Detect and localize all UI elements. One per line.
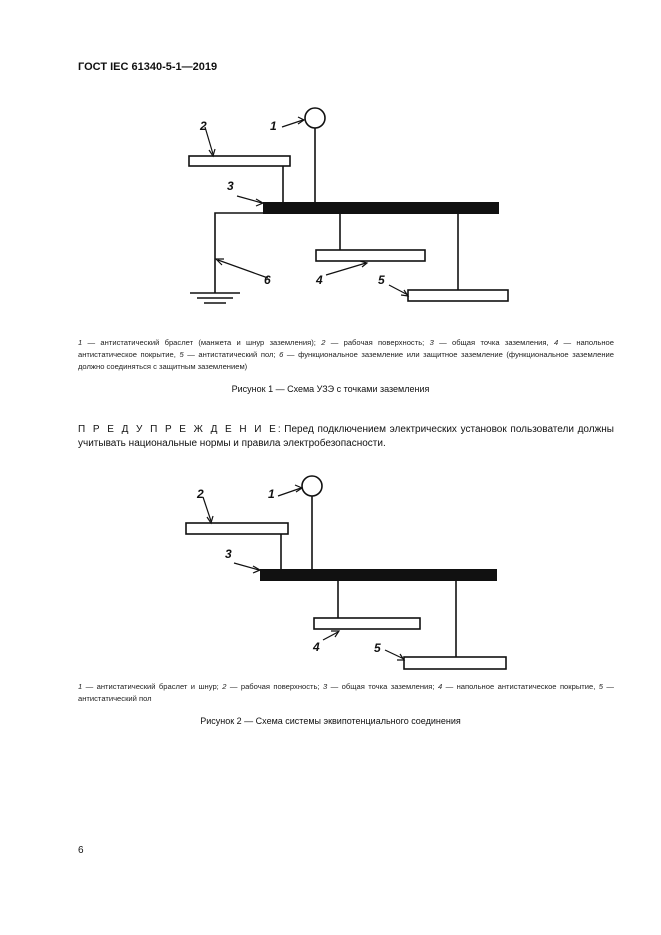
legend-num: 1 (78, 338, 83, 347)
legend-text: — напольное антистатическое покрытие, (78, 338, 614, 359)
legend-text: — рабочая поверхность; (325, 338, 430, 347)
figure-2-legend (78, 681, 614, 705)
label-4: 4 (313, 640, 320, 654)
legend-num: 3 (429, 338, 434, 347)
legend-num: 4 (437, 682, 443, 691)
legend-text: — общая точка заземления, (433, 338, 554, 347)
label-1: 1 (268, 487, 275, 501)
warning-text: : Перед подключением электрических установок пользователи должны учитывать национальные нормы и правила электробезопасности. (78, 424, 614, 449)
wrist-strap-2 (302, 476, 322, 496)
label-5: 5 (374, 641, 381, 655)
figure-1-caption: Рисунок 1 — Схема УЗЭ с точками заземления (231, 384, 430, 394)
label-5: 5 (378, 273, 385, 287)
legend-num: 1 (78, 682, 83, 691)
legend-num: 5 (598, 682, 603, 691)
legend-text: — функциональное заземление или защитное заземление (функциональное заземление должно соединяться с защитным заземлением) (78, 350, 614, 371)
common-ground-point-2 (260, 569, 497, 581)
wrist-strap-1 (305, 108, 325, 128)
legend-num: 4 (553, 338, 559, 347)
label-2: 2 (197, 487, 204, 501)
legend-text: — общая точка заземления; (327, 682, 438, 691)
work-surface-1 (189, 156, 290, 166)
document-header: ГОСТ IEC 61340-5-1—2019 (78, 61, 218, 73)
warning-title: П Р Е Д У П Р Е Ж Д Е Н И Е (78, 424, 278, 435)
label-2: 2 (200, 119, 207, 133)
label-1: 1 (270, 119, 277, 133)
legend-text: — напольное антистатическое покрытие, (442, 682, 599, 691)
legend-text: — антистатический пол; (183, 350, 280, 359)
work-surface-2 (186, 523, 288, 534)
legend-num: 6 (279, 350, 284, 359)
warning-paragraph (78, 423, 614, 451)
legend-text: — рабочая поверхность; (226, 682, 324, 691)
label-3: 3 (225, 547, 232, 561)
legend-num: 5 (179, 350, 184, 359)
esd-floor-1 (408, 290, 508, 301)
page-number: 6 (78, 845, 84, 856)
legend-text: — антистатический браслет и шнур; (82, 682, 223, 691)
esd-floor-2 (404, 657, 506, 669)
floor-mat-2 (314, 618, 420, 629)
common-ground-point-1 (263, 202, 499, 214)
floor-mat-1 (316, 250, 425, 261)
figure-1-diagram (0, 95, 661, 325)
figure-2-diagram (0, 465, 661, 675)
legend-text: — антистатический браслет (манжета и шнур заземления); (82, 338, 322, 347)
ground-wire-1 (215, 213, 263, 293)
legend-num: 3 (323, 682, 328, 691)
figure-2-caption: Рисунок 2 — Схема системы эквипотенциального соединения (200, 716, 461, 726)
label-6: 6 (264, 273, 271, 287)
label-3: 3 (227, 179, 234, 193)
legend-text: — антистатический пол (78, 682, 614, 703)
figure-1-legend (78, 337, 614, 373)
legend-num: 2 (222, 682, 227, 691)
label-4: 4 (316, 273, 323, 287)
legend-num: 2 (321, 338, 326, 347)
